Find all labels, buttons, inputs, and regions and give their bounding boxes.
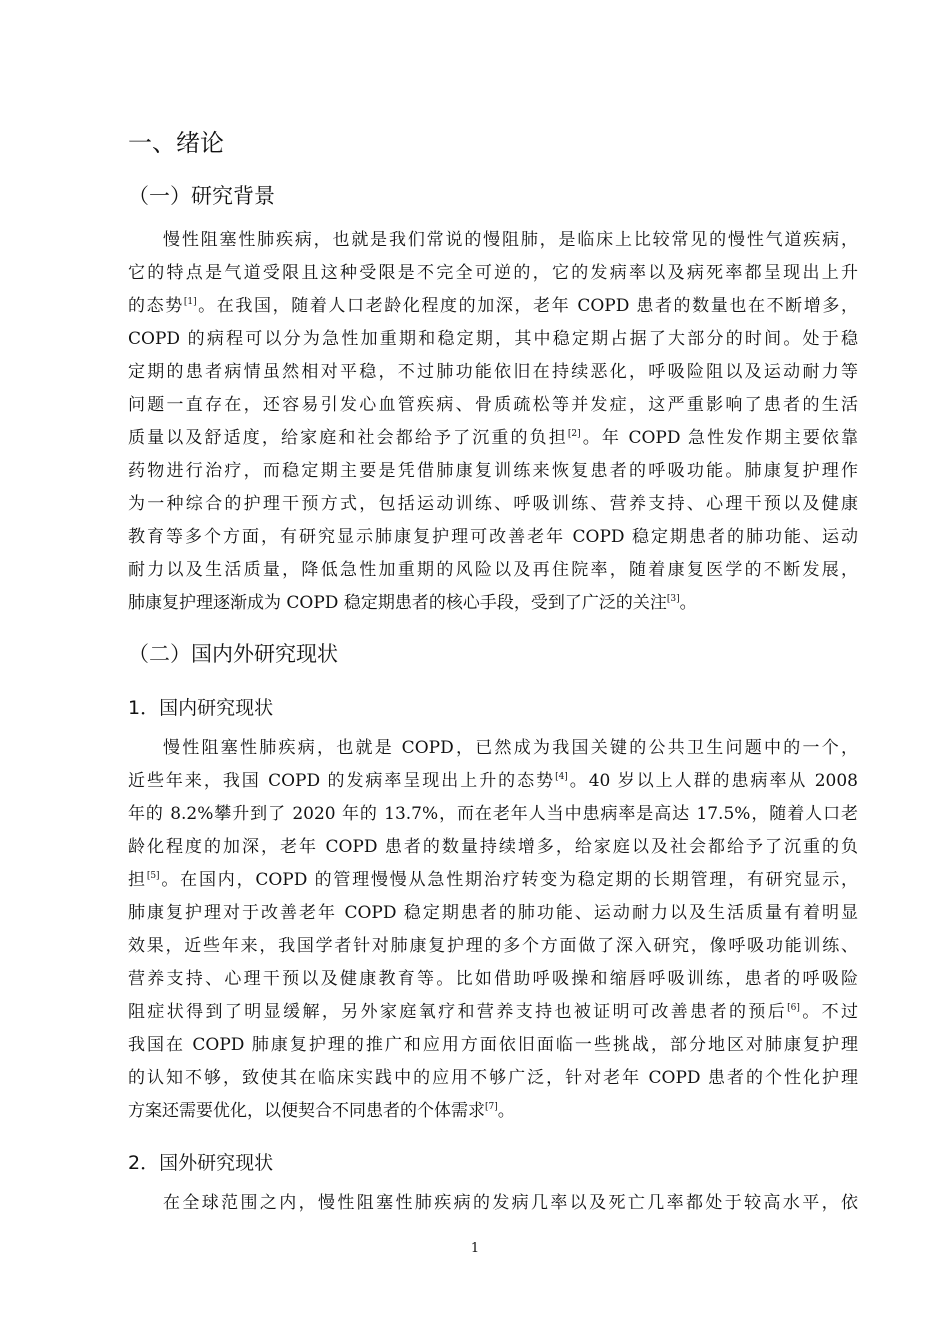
paragraph-line: 问题一直存在，还容易引发心血管疾病、骨质疏松等并发症，这严重影响了患者的生活: [128, 395, 858, 415]
paragraph-line: 耐力以及生活质量，降低急性加重期的风险以及再住院率，随着康复医学的不断发展，: [128, 560, 858, 580]
paragraph-line: 肺康复护理逐渐成为 COPD 稳定期患者的核心手段，受到了广泛的关注[3]。: [128, 593, 697, 613]
chapter-heading: 一、绪论: [128, 129, 224, 157]
paragraph-line: 营养支持、心理干预以及健康教育等。比如借助呼吸操和缩唇呼吸训练，患者的呼吸险: [128, 969, 858, 989]
paragraph-line: 近些年来，我国 COPD 的发病率呈现出上升的态势[4]。40 岁以上人群的患病率从 2008: [128, 771, 859, 791]
paragraph-line: 的态势[1]。在我国，随着人口老龄化程度的加深，老年 COPD 患者的数量也在不断增多，: [128, 296, 859, 316]
citation-ref: [2]: [567, 429, 581, 439]
subsection-heading-foreign: 2．国外研究现状: [128, 1152, 274, 1174]
paragraph-line: 龄化程度的加深，老年 COPD 患者的数量持续增多，给家庭以及社会都给予了沉重的负: [128, 837, 858, 857]
paragraph-line: 阻症状得到了明显缓解，另外家庭氧疗和营养支持也被证明可改善患者的预后[6]。不过: [128, 1002, 858, 1022]
paragraph-line: 肺康复护理对于改善老年 COPD 稳定期患者的肺功能、运动耐力以及生活质量有着明显: [128, 903, 858, 923]
paragraph-line: 质量以及舒适度，给家庭和社会都给予了沉重的负担[2]。年 COPD 急性发作期主要依靠: [128, 428, 858, 448]
paragraph-line: 担[5]。在国内，COPD 的管理慢慢从急性期治疗转变为稳定期的长期管理，有研究显示，: [128, 870, 859, 890]
section-heading-research-status: （二）国内外研究现状: [128, 642, 338, 666]
citation-ref: [5]: [146, 871, 160, 881]
paragraph-line: 为一种综合的护理干预方式，包括运动训练、呼吸训练、营养支持、心理干预以及健康: [128, 494, 858, 514]
paragraph-line: 我国在 COPD 肺康复护理的推广和应用方面依旧面临一些挑战，部分地区对肺康复护理: [128, 1035, 858, 1055]
page-number: 1: [470, 1241, 480, 1256]
paragraph-line: 效果，近些年来，我国学者针对肺康复护理的多个方面做了深入研究，像呼吸功能训练、: [128, 936, 858, 956]
paragraph-line: 慢性阻塞性肺疾病，也就是我们常说的慢阻肺，是临床上比较常见的慢性气道疾病，: [163, 230, 858, 250]
paragraph-line: 在全球范围之内，慢性阻塞性肺疾病的发病几率以及死亡几率都处于较高水平，依: [163, 1193, 858, 1213]
citation-ref: [4]: [555, 772, 568, 782]
paragraph-line: 它的特点是气道受限且这种受限是不完全可逆的，它的发病率以及病死率都呈现出上升: [128, 263, 858, 283]
paragraph-line: 教育等多个方面，有研究显示肺康复护理可改善老年 COPD 稳定期患者的肺功能、运动: [128, 527, 858, 547]
paragraph-line: 的认知不够，致使其在临床实践中的应用不够广泛，针对老年 COPD 患者的个性化护理: [128, 1068, 858, 1088]
paragraph-line: 方案还需要优化，以便契合不同患者的个体需求[7]。: [128, 1101, 515, 1121]
section-heading-background: （一）研究背景: [128, 184, 275, 208]
paragraph-line: COPD 的病程可以分为急性加重期和稳定期，其中稳定期占据了大部分的时间。处于稳: [128, 329, 858, 349]
paragraph-line: 药物进行治疗，而稳定期主要是凭借肺康复训练来恢复患者的呼吸功能。肺康复护理作: [128, 461, 858, 481]
citation-ref: [3]: [666, 594, 680, 604]
paragraph-line: 年的 8.2%攀升到了 2020 年的 13.7%，而在老年人当中患病率是高达 17.5%，随着人口老: [128, 804, 858, 824]
citation-ref: [7]: [485, 1102, 498, 1112]
paragraph-line: 定期的患者病情虽然相对平稳，不过肺功能依旧在持续恶化，呼吸险阻以及运动耐力等: [128, 362, 858, 382]
citation-ref: [6]: [787, 1003, 800, 1013]
paragraph-line: 慢性阻塞性肺疾病，也就是 COPD，已然成为我国关键的公共卫生问题中的一个，: [163, 738, 858, 758]
citation-ref: [1]: [183, 297, 197, 307]
subsection-heading-domestic: 1．国内研究现状: [128, 697, 274, 719]
